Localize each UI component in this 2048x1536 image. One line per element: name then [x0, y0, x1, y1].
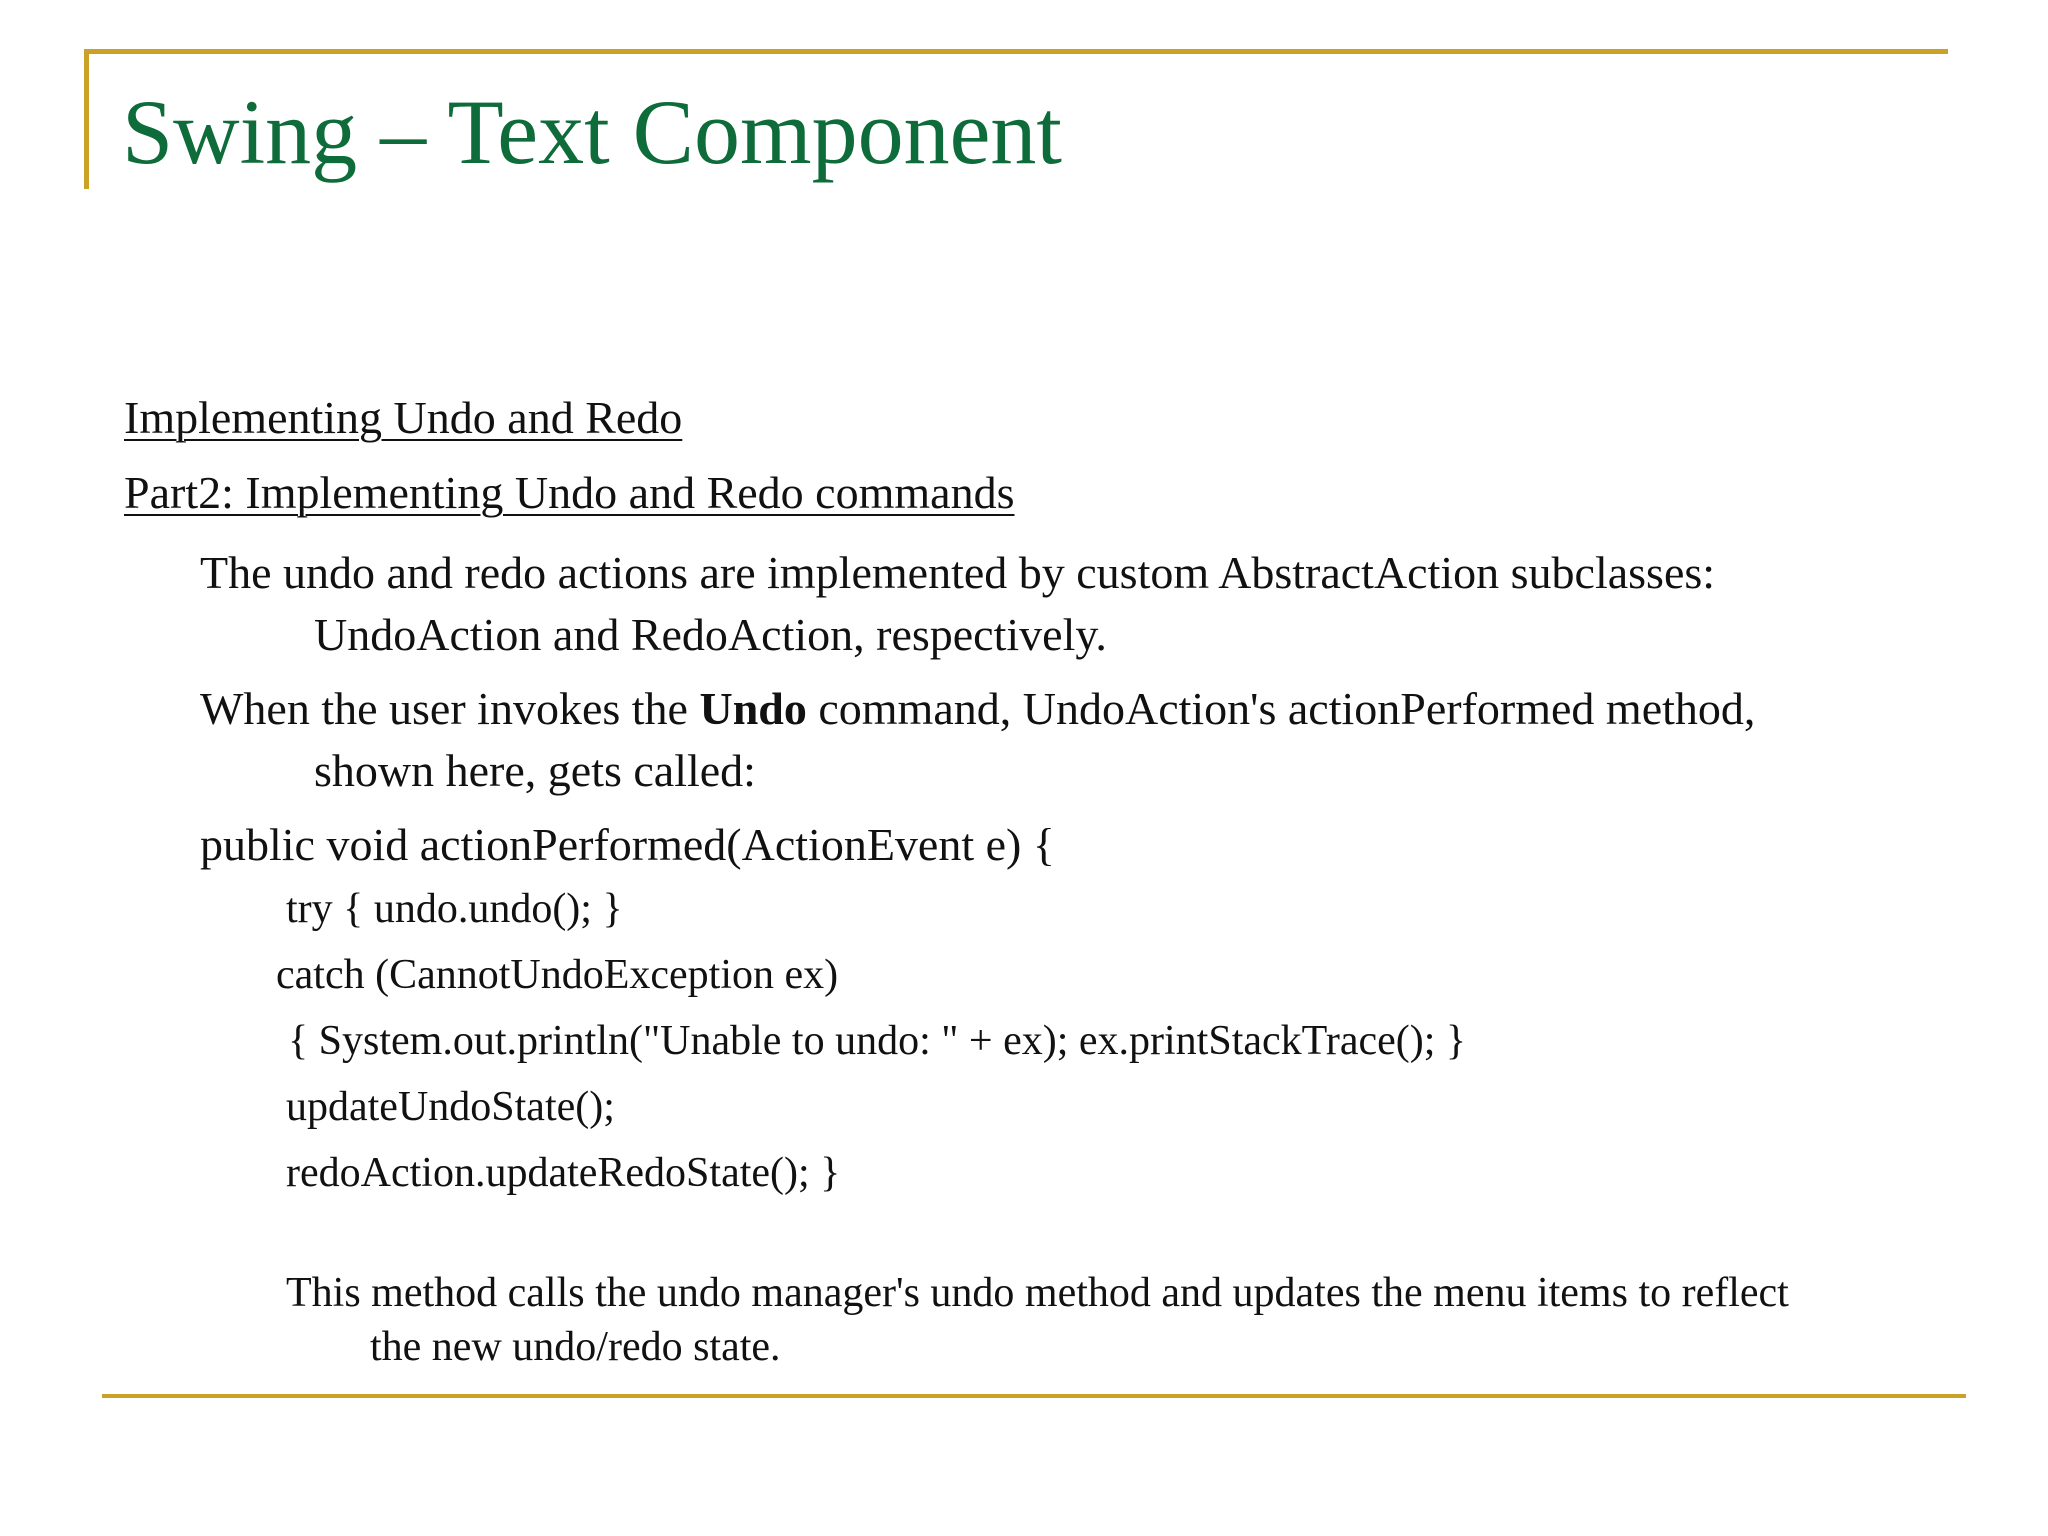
code-line: try { undo.undo(); }	[286, 886, 623, 932]
paragraph-invoke-line1	[200, 678, 1954, 740]
section-heading: Implementing Undo and Redo	[124, 392, 683, 443]
section-subheading: Part2: Implementing Undo and Redo commands	[124, 467, 1015, 518]
slide-title: Swing – Text Component	[122, 81, 1062, 183]
closing-line2: the new undo/redo state.	[370, 1324, 781, 1370]
code-signature: public void actionPerformed(ActionEvent e) {	[200, 819, 1055, 870]
paragraph-invoke	[124, 678, 1954, 802]
paragraph-invoke-suffix: command, UndoAction's actionPerformed method,	[806, 683, 1756, 734]
paragraph-invoke-line2: shown here, gets called:	[314, 745, 756, 796]
closing-paragraph	[124, 1266, 1954, 1374]
code-line: redoAction.updateRedoState(); }	[286, 1150, 841, 1196]
paragraph-invoke-prefix: When the user invokes the	[200, 683, 700, 734]
paragraph-actions-line1: The undo and redo actions are implemented by custom AbstractAction subclasses:	[200, 547, 1716, 598]
code-line: catch (CannotUndoException ex)	[276, 952, 839, 998]
closing-line1: This method calls the undo manager's undo method and updates the menu items to reflect	[286, 1270, 1789, 1316]
paragraph-actions-line2: UndoAction and RedoAction, respectively.	[314, 609, 1107, 660]
slide-body	[124, 380, 1954, 1374]
left-divider	[84, 49, 89, 189]
top-divider	[84, 49, 1948, 54]
paragraph-actions	[124, 542, 1954, 666]
code-line: { System.out.println("Unable to undo: " + ex); ex.printStackTrace(); }	[288, 1018, 1467, 1064]
undo-keyword: Undo	[699, 683, 807, 734]
code-line: updateUndoState();	[286, 1084, 615, 1130]
bottom-divider	[102, 1394, 1966, 1398]
